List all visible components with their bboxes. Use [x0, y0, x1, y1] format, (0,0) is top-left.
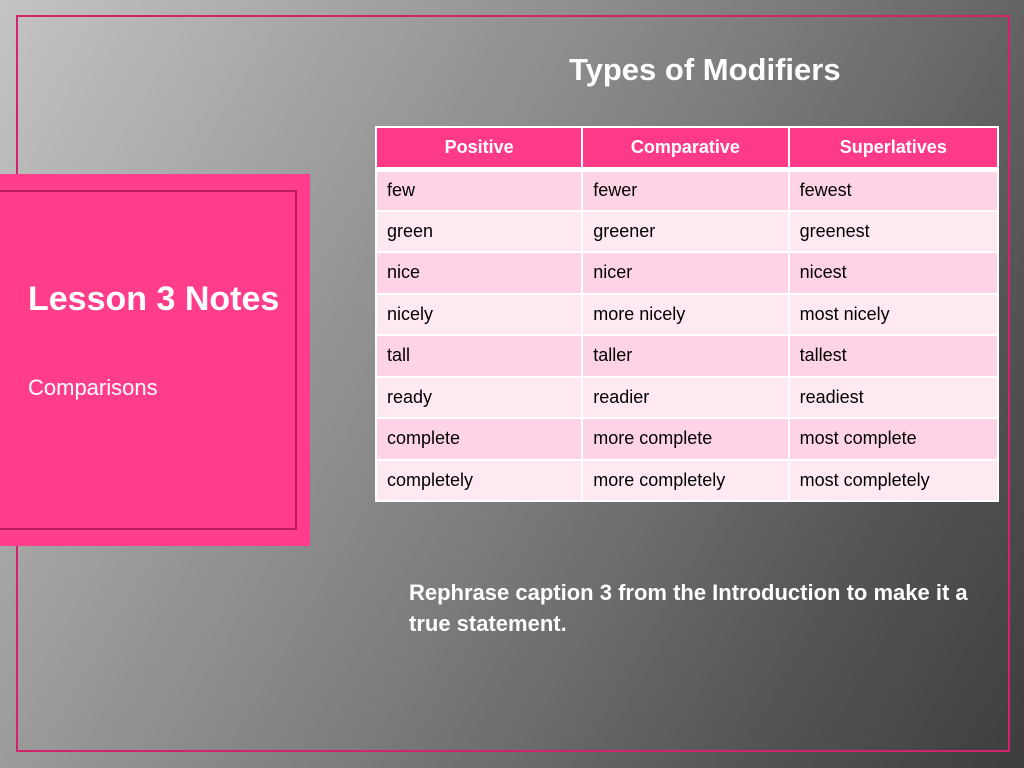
cell-superlative: most complete [789, 418, 998, 460]
table-row [376, 418, 998, 460]
header-comparative: Comparative [582, 127, 788, 169]
cell-positive: green [376, 211, 582, 253]
table-row [376, 335, 998, 377]
table-row [376, 169, 998, 211]
instruction-note: Rephrase caption 3 from the Introduction to make it a true statement. [409, 580, 968, 636]
table-row [376, 377, 998, 419]
cell-positive: few [376, 169, 582, 211]
cell-superlative: most nicely [789, 294, 998, 336]
lesson-panel-border [0, 190, 297, 530]
cell-superlative: most completely [789, 460, 998, 502]
cell-comparative: nicer [582, 252, 788, 294]
header-superlatives: Superlatives [789, 127, 998, 169]
cell-comparative: more complete [582, 418, 788, 460]
cell-positive: complete [376, 418, 582, 460]
cell-comparative: readier [582, 377, 788, 419]
cell-positive: ready [376, 377, 582, 419]
cell-positive: nice [376, 252, 582, 294]
cell-comparative: taller [582, 335, 788, 377]
table-row [376, 294, 998, 336]
cell-comparative: greener [582, 211, 788, 253]
cell-superlative: fewest [789, 169, 998, 211]
cell-comparative: more completely [582, 460, 788, 502]
table-row [376, 211, 998, 253]
cell-superlative: greenest [789, 211, 998, 253]
slide-title: Types of Modifiers [569, 52, 841, 87]
table-row [376, 252, 998, 294]
cell-comparative: more nicely [582, 294, 788, 336]
cell-superlative: nicest [789, 252, 998, 294]
cell-superlative: readiest [789, 377, 998, 419]
table-row [376, 460, 998, 502]
cell-comparative: fewer [582, 169, 788, 211]
cell-positive: nicely [376, 294, 582, 336]
cell-positive: tall [376, 335, 582, 377]
header-positive: Positive [376, 127, 582, 169]
lesson-title: Lesson 3 Notes [28, 280, 280, 318]
lesson-panel [0, 174, 310, 546]
table-header-row [376, 127, 998, 169]
cell-superlative: tallest [789, 335, 998, 377]
modifiers-table [375, 126, 999, 502]
lesson-subtitle: Comparisons [28, 375, 158, 400]
cell-positive: completely [376, 460, 582, 502]
